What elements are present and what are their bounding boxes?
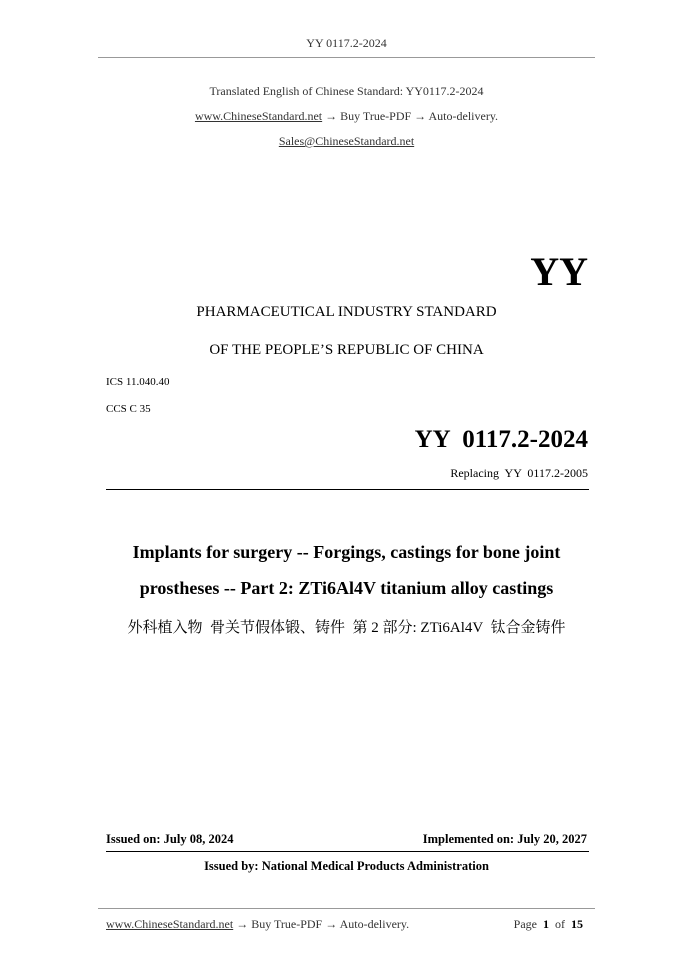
page-label: Page <box>513 917 537 931</box>
email-line <box>0 134 693 149</box>
footer-delivery-text: Auto-delivery. <box>339 917 410 931</box>
buy-pdf-text: Buy True-PDF <box>340 109 412 123</box>
title-divider <box>106 489 589 490</box>
running-header: YY 0117.2-2024 <box>306 36 387 50</box>
dates-divider <box>106 851 589 852</box>
arrow-right-icon: → <box>325 109 338 123</box>
footer-site-link[interactable]: www.ChineseStandard.net <box>106 917 234 931</box>
issuing-authority: Issued by: National Medical Products Administration <box>204 859 489 873</box>
of-label: of <box>555 917 565 931</box>
arrow-right-icon: → <box>325 917 338 931</box>
auto-delivery-text: Auto-delivery. <box>428 109 499 123</box>
footer-purchase-line <box>106 917 409 932</box>
arrow-right-icon: → <box>236 917 249 931</box>
footer-divider <box>98 908 595 909</box>
issued-date: Issued on: July 08, 2024 <box>106 832 234 846</box>
implemented-date: Implemented on: July 20, 2027 <box>422 832 587 846</box>
page-indicator <box>514 917 583 932</box>
purchase-line <box>0 109 693 124</box>
chinese-title: 外科植入物 骨关节假体锻、铸件 第 2 部分: ZTi6Al4V 钛合金铸件 <box>127 620 566 636</box>
title-line-1: Implants for surgery -- Forgings, castings for bone joint <box>132 542 561 562</box>
page-total: 15 <box>571 917 583 931</box>
sales-email-link[interactable]: Sales@ChineseStandard.net <box>278 134 415 148</box>
page-number: 1 <box>543 917 549 931</box>
org-line-1: PHARMACEUTICAL INDUSTRY STANDARD <box>196 304 497 320</box>
yy-logo: YY <box>530 249 588 294</box>
title-line-2: prostheses -- Part 2: ZTi6Al4V titanium alloy castings <box>139 578 554 598</box>
header-divider <box>98 57 595 58</box>
replacing-note: Replacing YY 0117.2-2005 <box>450 466 588 480</box>
footer-buy-text: Buy True-PDF <box>251 917 323 931</box>
arrow-right-icon: → <box>414 109 427 123</box>
standard-code: YY 0117.2-2024 <box>414 426 588 453</box>
translation-notice: Translated English of Chinese Standard: YY0117.2-2024 <box>209 84 484 98</box>
ccs-code: CCS C 35 <box>106 403 151 415</box>
site-link[interactable]: www.ChineseStandard.net <box>194 109 323 123</box>
org-line-2: OF THE PEOPLE’S REPUBLIC OF CHINA <box>209 342 484 358</box>
ics-code: ICS 11.040.40 <box>106 376 170 388</box>
